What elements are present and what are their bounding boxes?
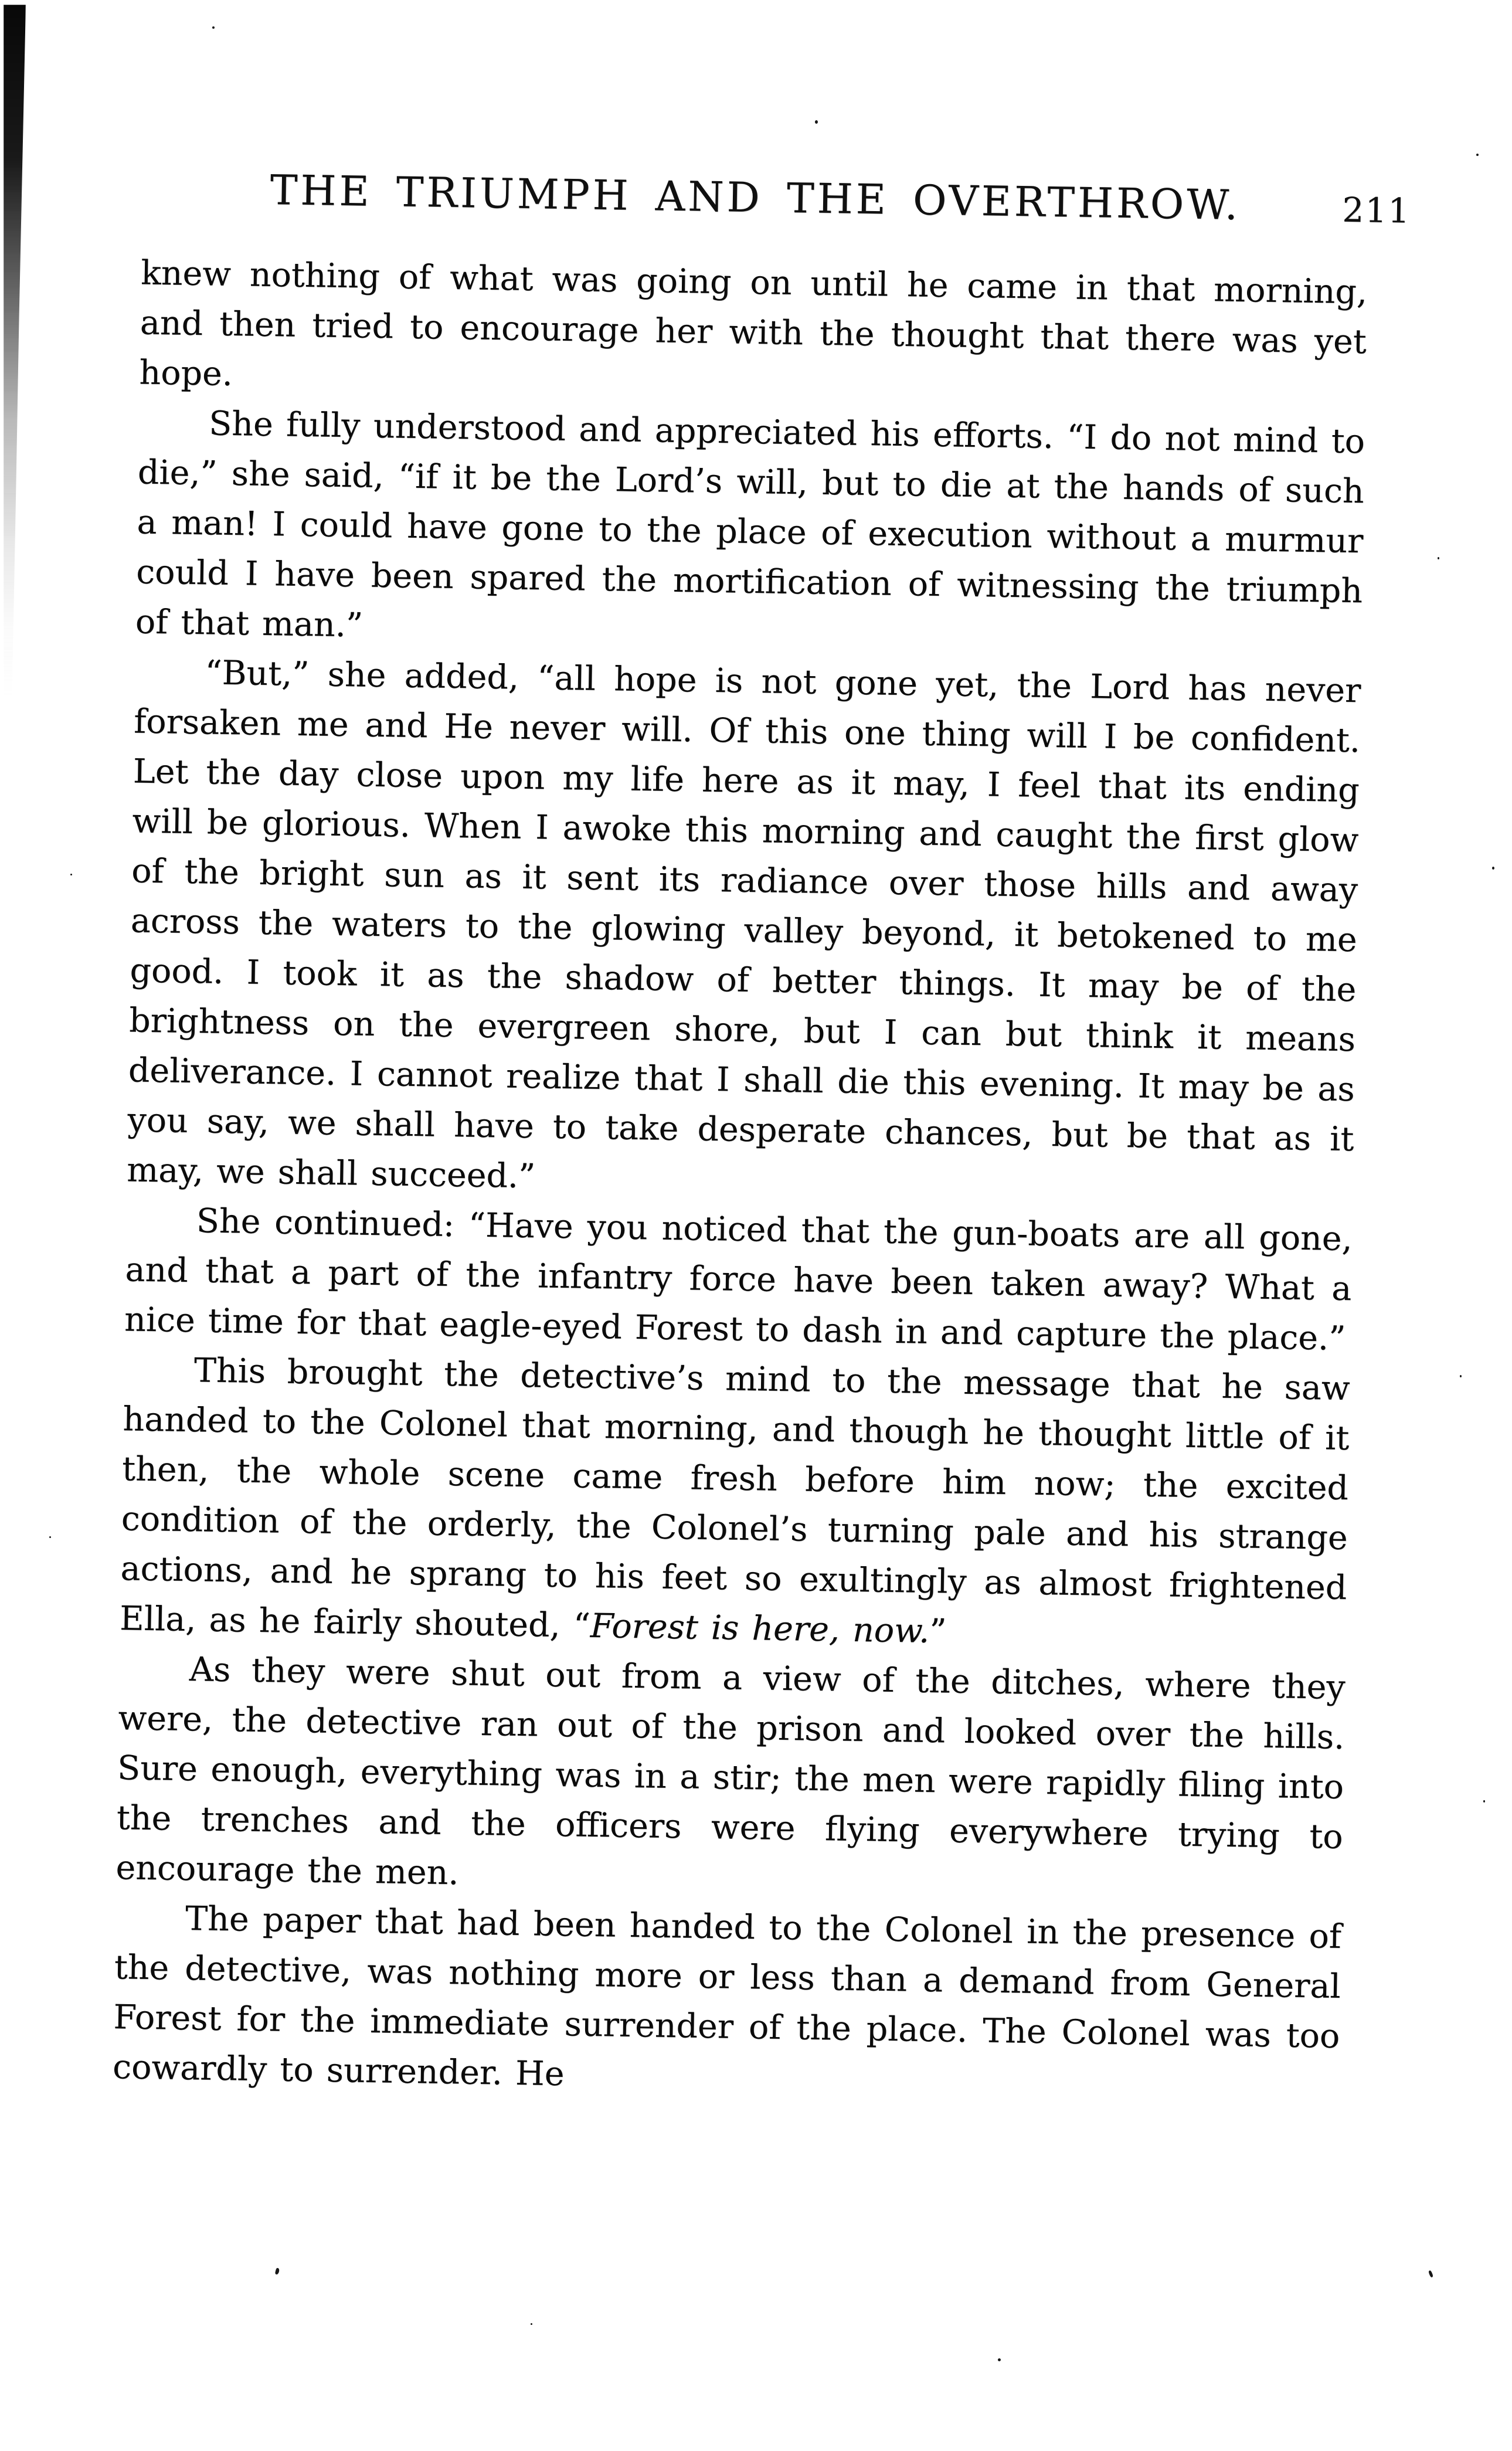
scan-speck (1438, 557, 1439, 559)
page-content (112, 0, 1411, 2111)
page-header (142, 164, 1411, 231)
scan-edge-artifact (4, 5, 26, 697)
page-body (113, 249, 1368, 2111)
scan-speck (531, 2323, 532, 2325)
paragraph-run: The paper that had been handed to the Colonel in the presence of the detective, was nothing more or less than a demand from General Forest for the immediate surrender of the place. The Colonel was too cowardly to surrender. He (112, 1899, 1342, 2094)
scan-speck (1492, 867, 1494, 870)
page-number: 211 (1341, 189, 1411, 231)
paragraph-run: ” (929, 1611, 947, 1651)
paragraph-run: As they were shut out from a view of the ditches, where they were, the detective ran out of the prison and looked over the hills. Sure enough, everything was in a stir; the men were rapidly filing into the trenches and the officers were flying everywhere trying to encourage the men. (115, 1650, 1346, 1893)
scan-speck (1460, 1375, 1462, 1377)
scan-speck (1476, 154, 1479, 156)
paragraph-run: She fully understood and appreciated his efforts. “I do not mind to die,” she said, “if it be the Lord’s will, but to die at the hands of such a man! I could have gone to the place of execution without a murmur could I have been spared the mortification of witnessing the triumph of that man.” (135, 404, 1365, 645)
scan-speck (1483, 1800, 1485, 1802)
paragraph (135, 398, 1365, 667)
paragraph (139, 249, 1368, 417)
paragraph (124, 1195, 1353, 1364)
paragraph (115, 1644, 1345, 1912)
paragraph-run: She continued: “Have you noticed that the gun-boats are all gone, and that a part of the infantry force have been taken away? What a nice time for that eagle-eyed Forest to dash in and capture the place.” (124, 1201, 1353, 1359)
paragraph-run: “But,” she added, “all hope is not gone yet, the Lord has never forsaken me and He never will. Of this one thing will I be confident. Let the day close upon my life here as it may, I feel that its ending will be glorious. When I awoke this morning and caught the first glow of the bright sun as it sent its radiance over those hills and away across the waters to the glowing valley beyond, it betokened to me good. I took it as the shadow of better things. It may be of the brightness on the evergreen shore, but I can but think it means deliverance. I cannot realize that I shall die this evening. It may be as you say, we shall have to take desperate chances, but be that as it may, we shall succeed.” (126, 653, 1361, 1196)
paragraph-run: This brought the detective’s mind to the message that he saw handed to the Colonel that morning, and though he thought little of it then, the whole scene came fresh before him now; the excited condition of the orderly, the Colonel’s turning pale and his strange actions, and he sprang to his feet so exultingly as almost frightened Ella, as he fairly shouted, “ (119, 1351, 1351, 1645)
paragraph-run-italic: Forest is here, now. (590, 1606, 930, 1651)
scan-speck (1428, 2270, 1433, 2278)
scan-speck (49, 1536, 51, 1538)
scan-speck (70, 874, 72, 875)
paragraph (120, 1345, 1351, 1663)
page-title: THE TRIUMPH AND THE OVERTHROW. (270, 165, 1241, 229)
scan-speck (212, 26, 215, 29)
paragraph (127, 647, 1361, 1214)
scan-speck (998, 2358, 1001, 2361)
scan-speck (275, 2267, 280, 2275)
scan-speck (815, 120, 818, 124)
paragraph (113, 1893, 1342, 2111)
paragraph-run: knew nothing of what was going on until he came in that morning, and then tried to encourage her with the thought that there was yet hope. (139, 253, 1368, 394)
